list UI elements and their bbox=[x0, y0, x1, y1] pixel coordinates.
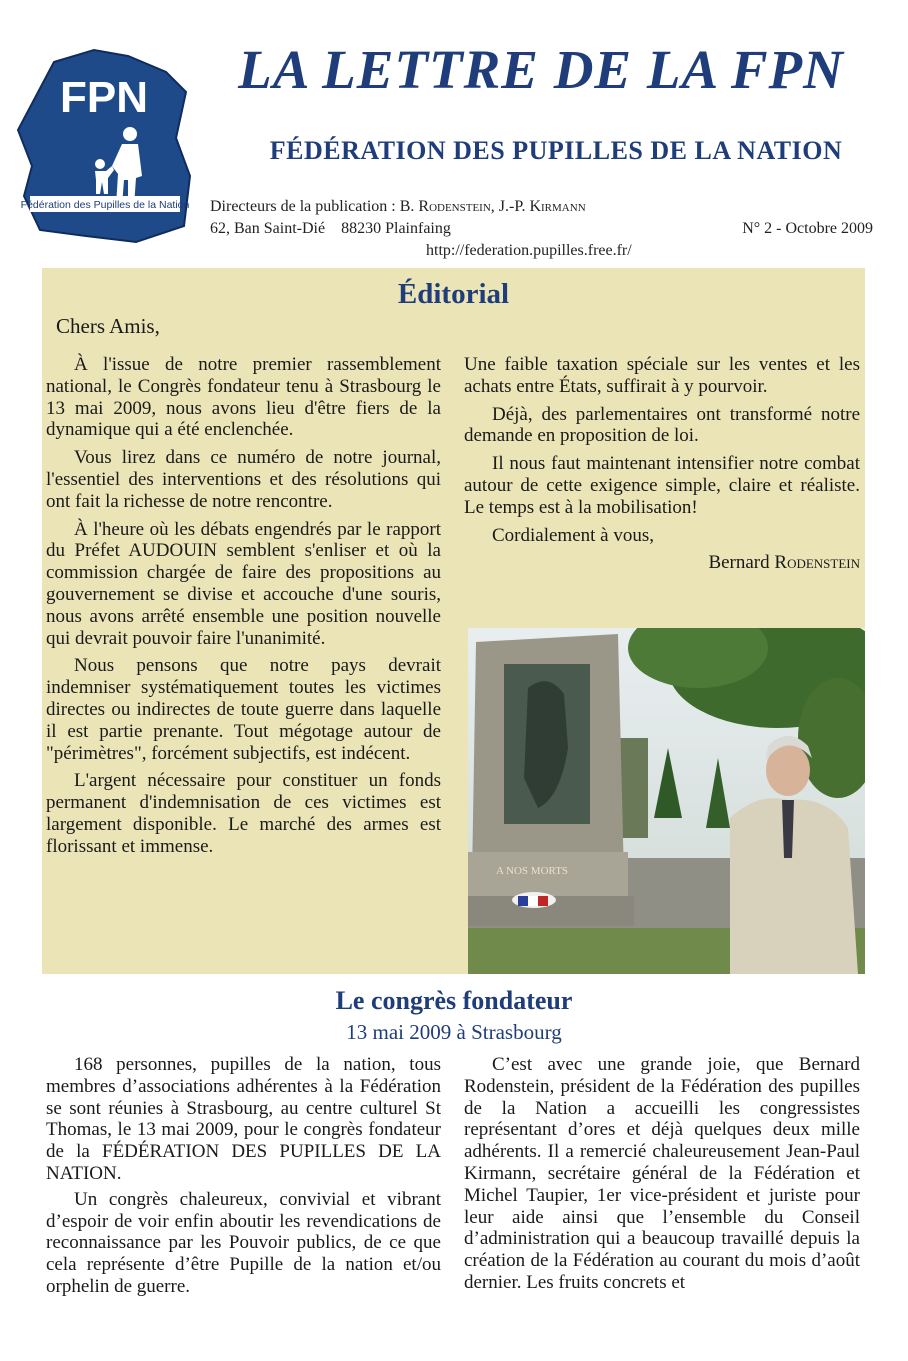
director-2: Kirmann bbox=[529, 198, 586, 215]
postal-address: 62, Ban Saint-Dié 88230 Plainfaing bbox=[210, 220, 451, 237]
signature-last-name: Rodenstein bbox=[774, 552, 860, 574]
article-paragraph: 168 personnes, pupilles de la nation, tous membres d’associations adhérentes à la Fédération se sont réunies à Strasbourg, au centre culturel St Thomas, le 13 mai 2009, pour le congrès fondateur de la FÉDÉRATION DES PUPILLES DE LA NATION. bbox=[46, 1054, 441, 1184]
signature-first-name: Bernard bbox=[708, 552, 775, 574]
editorial-paragraph: Il nous faut maintenant intensifier notre combat autour de cette exigence simple, claire et réaliste. Le temps est à la mobilisation! bbox=[464, 453, 860, 518]
article-title: Le congrès fondateur bbox=[335, 986, 573, 1015]
editorial-column-right bbox=[464, 354, 860, 580]
monument-inscription: A NOS MORTS bbox=[495, 865, 569, 877]
editorial-paragraph: Nous pensons que notre pays devrait indemniser systématiquement toutes les victimes directes ou indirectes de toute guerre dans laquelle il est partie prenante. Tout mégotage autour de "périmètres", forcément subjectifs, est indécent. bbox=[46, 655, 441, 764]
directors-label: Directeurs de la publication : B. bbox=[210, 198, 419, 215]
editorial-paragraph-continued: Une faible taxation spéciale sur les ventes et les achats entre États, suffirait à y pourvoir. bbox=[464, 354, 860, 397]
article-subtitle: 13 mai 2009 à Strasbourg bbox=[346, 1020, 562, 1044]
article-paragraph: C’est avec une grande joie, que Bernard Rodenstein, président de la Fédération des pupilles de la Nation a accueilli les congressistes représentant d’ores et déjà quelques deux mille adhérents. Il a remercié chaleureusement Jean-Paul Kirmann, secrétaire général de la Fédération et Michel Taupier, 1er vice-président et juriste pour leur aide ainsi que l’ensemble du Conseil d’administration qui a beaucoup travaillé depuis la création de la Fédération au courant du mois d’août dernier. Les fruits concrets et bbox=[464, 1054, 860, 1293]
fpn-logo bbox=[16, 46, 192, 246]
article-column-right bbox=[464, 1054, 860, 1298]
article-paragraph: Un congrès chaleureux, convivial et vibrant d’espoir de voir enfin aboutir les revendications de reconnaissance par les Pouvoir publics, de ce que cela représente d’être Pupille de la nation et/ou orphelin de guerre. bbox=[46, 1188, 441, 1297]
editorial-paragraph: À l'heure où les débats engendrés par le rapport du Préfet AUDOUIN semblent s'enliser et où la commission chargée de faire des propositions au gouvernement se divise et accouche d'une souris, nous avons arrêté ensemble une position nouvelle qui devrait pouvoir faire l'unanimité. bbox=[46, 518, 441, 649]
editorial-signature bbox=[464, 552, 860, 574]
editorial-greeting: Chers Amis, bbox=[56, 314, 160, 338]
editorial-column-left bbox=[46, 354, 441, 864]
issue-number: N° 2 - Octobre 2009 bbox=[742, 220, 873, 237]
editorial-title: Éditorial bbox=[397, 278, 510, 310]
director-separator: , J.-P. bbox=[490, 198, 530, 215]
editorial-paragraph: L'argent nécessaire pour constituer un fonds permanent d'indemnisation de ces victimes est largement disponible. Le marché des armes est florissant et immense. bbox=[46, 770, 441, 857]
director-1: Rodenstein bbox=[418, 198, 491, 215]
logo-banner-text: Fédération des Pupilles de la Nation bbox=[20, 199, 190, 211]
logo-text: FPN bbox=[60, 73, 148, 122]
editorial-paragraph: Vous lirez dans ce numéro de notre journal, l'essentiel des interventions et des résolutions qui ont fait la richesse de notre rencontre. bbox=[46, 447, 441, 512]
website-url: http://federation.pupilles.free.fr/ bbox=[426, 242, 632, 259]
article-column-left bbox=[46, 1054, 441, 1302]
editorial-paragraph: À l'issue de notre premier rassemblement national, le Congrès fondateur tenu à Strasbourg le 13 mai 2009, nous avons lieu d'être fiers de la dynamique qui a été enclenchée. bbox=[46, 354, 441, 441]
memorial-photo bbox=[468, 628, 865, 974]
federation-subtitle: FÉDÉRATION DES PUPILLES DE LA NATION bbox=[269, 136, 843, 165]
newsletter-title: LA LETTRE DE LA FPN bbox=[238, 39, 844, 100]
editorial-closing: Cordialement à vous, bbox=[492, 524, 654, 546]
editorial-paragraph: Déjà, des parlementaires ont transformé notre demande en proposition de loi. bbox=[464, 403, 860, 447]
publication-directors bbox=[210, 196, 586, 218]
